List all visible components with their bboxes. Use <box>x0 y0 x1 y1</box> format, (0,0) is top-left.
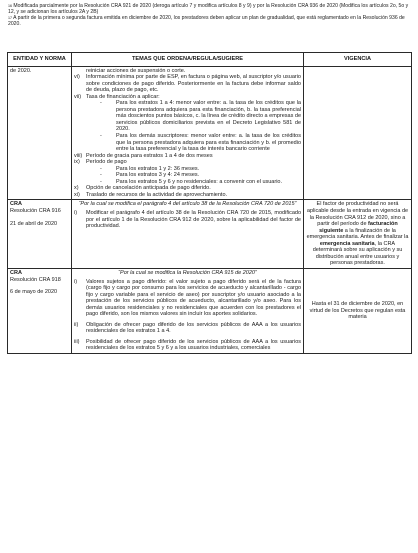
list-item <box>74 339 301 352</box>
list-item <box>74 279 301 318</box>
dash-marker: - <box>100 178 102 185</box>
item-marker: x) <box>74 185 79 192</box>
sub-item-text: Para los estratos 1 y 2: 36 meses. <box>116 165 200 172</box>
item-text <box>86 279 301 318</box>
item-text <box>86 94 301 153</box>
item-marker: viii) <box>74 152 83 159</box>
topics-cell <box>72 200 304 268</box>
vigencia-bold: facturación siguiente <box>319 221 398 234</box>
entity-cell <box>8 268 72 353</box>
item-text <box>86 322 301 335</box>
vigencia-text: El factor de productividad no será aplicable desde la entrada en vigencia de la Resolución CRA 912 de 2020, sino a partir del período de <box>306 201 409 228</box>
item-text-body: Obligación de ofrecer pago diferido de los servicios públicos de AAA a los usuarios residenciales de los estratos 1 a 4. <box>86 321 301 335</box>
footnotes <box>8 3 410 27</box>
list-item <box>74 210 301 230</box>
topic-list <box>74 210 301 230</box>
topic-list <box>74 279 301 352</box>
vigencia-cell <box>304 200 412 268</box>
regulation-table <box>7 52 412 354</box>
footnote <box>8 15 410 27</box>
continuation-text: reiniciar acciones de suspensión o corte. <box>86 67 186 74</box>
sub-list <box>86 166 301 186</box>
topics-cell <box>72 66 304 200</box>
item-text-body: Traslado de recursos de la actividad de aprovechamiento. <box>86 191 228 198</box>
entity-cell <box>8 66 72 200</box>
item-marker: vi) <box>74 74 80 81</box>
list-item <box>74 94 301 153</box>
sub-list-item <box>96 133 301 153</box>
norm-date: 6 de mayo de 2020 <box>10 289 58 296</box>
item-text <box>86 210 301 230</box>
dash-marker: - <box>100 165 102 172</box>
resolution-title: “Por la cual se modifica el parágrafo 4 del artículo 38 de la Resolución CRA 720 de 2015” <box>78 201 297 208</box>
entity-name: CRA <box>10 201 22 208</box>
header-vigencia: VIGENCIA <box>304 53 412 67</box>
list-item <box>74 159 301 185</box>
sub-list-item <box>96 100 301 133</box>
item-marker: xi) <box>74 191 80 198</box>
item-text-body: Período de pago <box>86 159 127 166</box>
footnote-mark: 17 <box>8 16 12 21</box>
table-header-row <box>8 53 412 67</box>
vigencia-text: a la finalización de la emergencia sanitaria. Antes de finalizar la <box>306 227 409 241</box>
footnote-mark: 16 <box>8 4 12 8</box>
item-text <box>86 192 301 199</box>
topics-cell <box>72 268 304 353</box>
norm-date: de 2020. <box>10 67 32 74</box>
item-marker: ii) <box>74 321 79 328</box>
item-text <box>86 339 301 352</box>
item-text-body: Posibilidad de ofrecer pago diferido de los servicios públicos de AAA a los usuarios residenciales de los estratos 5 y 6 y a los usuarios industriales, comerciales <box>86 338 301 352</box>
table-row <box>8 200 412 268</box>
item-text <box>86 159 301 185</box>
sub-item-text: Para los estratos 3 y 4: 24 meses. <box>116 172 200 179</box>
table-row <box>8 268 412 353</box>
footnote-text: A partir de la primera o segunda factura emitida en diciembre de 2020, los prestadores deben aplicar un plan de gradualidad, que está reglamentado en la Resolución 936 de 2020. <box>8 15 405 28</box>
entity-cell <box>8 200 72 268</box>
item-text-body: Modificar el parágrafo 4 del artículo 38 de la Resolución CRA 720 de 2015, modificado por el artículo 1 de la Resolución CRA 912 de 2020, sobre la aplicabilidad del factor de productividad. <box>86 210 301 230</box>
sub-item-text: Para los demás suscriptores: menor valor entre: a. la tasa de los créditos que la persona prestadora adquiera para esta financiación y b. el promedio entre la tasa preferencial y la tasa de interés bancario corriente <box>116 133 301 153</box>
footnote <box>8 3 410 15</box>
list-item <box>74 322 301 335</box>
dash-marker: - <box>100 100 102 107</box>
norm-date: 21 de abril de 2020 <box>10 220 58 227</box>
footnote-text: Modificada parcialmente por la Resolución CRA 921 de 2020 (deroga artículo 7 y modifica artículos 8 y 9) y por la Resolución CRA 936 de 2020 (Modifica los artículos 2o, 5o y 12, y se adicionan los artículos 2A y 2B) <box>8 3 409 16</box>
norm-name: Resolución CRA 918 <box>10 276 61 283</box>
sub-item-text: Para los estratos 5 y 6 y no residenciales: a convenir con el usuario. <box>116 178 283 185</box>
item-marker: vii) <box>74 93 82 100</box>
header-entity-norm: ENTIDAD Y NORMA <box>8 53 72 67</box>
sub-item-text: Para los estratos 1 a 4: menor valor entre: a. la tasa de los créditos que la persona prestadora adquiera para esta financiación, b. la tasa preferencial más doscientos puntos básicos, c. la línea de crédito directo a empresas de servicios públicos domiciliarios prevista en el Decreto Legislativo 581 de 2020. <box>116 100 301 133</box>
norm-name: Resolución CRA 916 <box>10 208 61 215</box>
item-text-body: Período de gracia para estratos 1 a 4 de dos meses <box>86 152 213 159</box>
item-marker: iii) <box>74 338 80 345</box>
entity-name: CRA <box>10 269 22 276</box>
list-item <box>74 192 301 199</box>
item-marker: i) <box>74 278 78 285</box>
vigencia-bold: emergencia sanitaria <box>319 240 375 247</box>
vigencia-text: Hasta el 31 de diciembre de 2020, en virtud de los Decretos que regulan esta materia <box>309 301 406 321</box>
item-marker: i) <box>74 210 78 217</box>
sub-list <box>86 100 301 152</box>
item-text-body: Valores sujetos a pago diferido: el valor sujeto a pago diferido será el de la factura (cargo fijo y cargo por consumo para los servicios de acueducto y alcantarillado - cargo fijo y cargo variable para el servicio de aseo) por suscriptor y/o usuario asociado a la prestación de los servicios públicos de acueducto, alcantarillado y/o aseo. Para los demás usuarios residenciales y no residenciales que acuerden con los prestadores el pago diferido, son los mismos valores sin incluir los aportes solidarios. <box>86 278 301 318</box>
header-topics: TEMAS QUE ORDENA/REGULA/SUGIERE <box>72 53 304 67</box>
item-text <box>86 74 301 94</box>
resolution-title: “Por la cual se modifica la Resolución CRA 915 de 2020” <box>118 269 257 276</box>
table-row <box>8 66 412 200</box>
item-text-body: Tasa de financiación a aplicar: <box>86 93 160 100</box>
item-text-body: Opción de cancelación anticipada de pago diferido. <box>86 185 211 192</box>
dash-marker: - <box>100 172 102 179</box>
item-marker: ix) <box>74 159 80 166</box>
topic-list <box>74 74 301 198</box>
dash-marker: - <box>100 133 102 140</box>
vigencia-text: , la CRA determinará sobre su aplicación y su distribución anual entre usuarios y personas prestadoras. <box>312 240 403 267</box>
vigencia-cell <box>304 268 412 353</box>
vigencia-cell <box>304 66 412 200</box>
item-text-body: Información mínima por parte de ESP, en factura o página web, al suscriptor y/o usuario sobre condiciones de pago diferido. Posteriormente en la factura debe informar saldo de deuda, plazo de pago, etc. <box>86 74 301 94</box>
list-item <box>74 74 301 94</box>
